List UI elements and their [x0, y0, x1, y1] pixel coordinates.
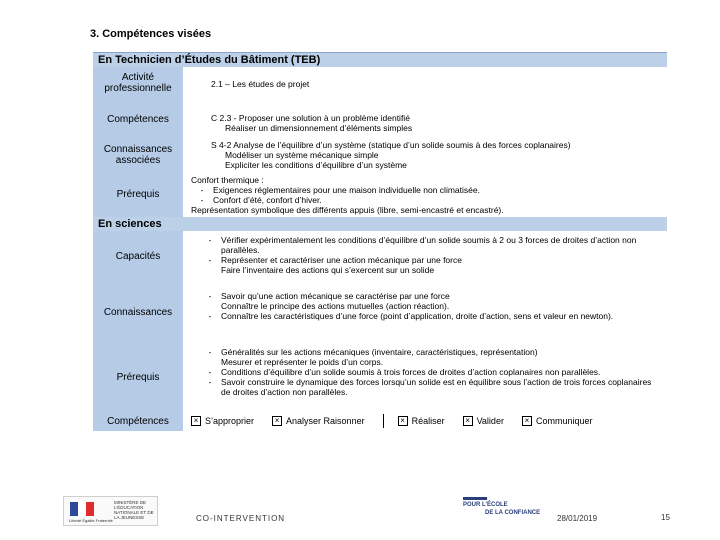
band-teb: En Technicien d’Études du Bâtiment (TEB) [93, 52, 667, 67]
prerequis-line2: Représentation symbolique des différents appuis (libre, semi-encastré et encastré). [191, 205, 504, 215]
marianne-flag-icon [70, 502, 94, 516]
label-connaissances-teb: Connaissances associées [93, 139, 185, 171]
label-activite: Activité professionnelle [93, 67, 185, 99]
checkbox-icon: × [398, 416, 408, 426]
text-activite: 2.1 – Les études de projet [211, 79, 310, 89]
competences-sub: Réaliser un dimensionnement d’éléments simples [225, 123, 413, 133]
con-item2: - Connaître les caractéristiques d’une force (point d’application, droite d’action, sens et valeur en newton). [208, 311, 614, 321]
footer-title: CO-INTERVENTION [196, 514, 286, 523]
row-prerequis-sci [93, 343, 667, 411]
cap-item2b: Faire l’inventaire des actions qui s’exercent sur un solide [221, 265, 435, 275]
prerequis-item1: - Exigences réglementaires pour une maison individuelle non climatisée. [200, 185, 480, 195]
con-item1b: Connaître le principe des actions mutuelles (action réaction). [221, 301, 450, 311]
logo-bar [463, 497, 487, 500]
row-competences-teb [93, 99, 667, 139]
connaissances-sub2: Expliciter les conditions d’équilibre d’un système [225, 160, 407, 170]
competences-checklist [185, 411, 667, 431]
page-number: 15 [661, 513, 670, 522]
check-realiser[interactable]: × Réaliser [398, 416, 445, 426]
connaissances-sub1: Modéliser un système mécanique simple [225, 150, 379, 160]
connaissances-main: S 4-2 Analyse de l’équilibre d’un système (statique d’un solide soumis à des forces coplanaires) [211, 140, 571, 150]
check-sapproprier[interactable]: × S’approprier [191, 416, 254, 426]
row-competences-sci [93, 411, 667, 431]
row-capacites [93, 231, 667, 281]
check-communiquer[interactable]: × Communiquer [522, 416, 593, 426]
row-prerequis-teb [93, 171, 667, 217]
row-connaissances-teb [93, 139, 667, 171]
text-competences-teb [185, 99, 667, 139]
label-prerequis-teb: Prérequis [93, 171, 185, 217]
text-connaissances-sci [185, 281, 667, 343]
text-connaissances-teb [185, 139, 667, 171]
band-sciences: En sciences [93, 217, 667, 231]
text-prerequis-sci [185, 343, 667, 411]
footer [0, 495, 720, 535]
row-activite [93, 67, 667, 99]
check-valider[interactable]: × Valider [463, 416, 504, 426]
ministere-text: MINISTÈRE DE L’ÉDUCATION NATIONALE ET DE LA JEUNESSE [114, 500, 154, 520]
pre-item2: - Conditions d’équilibre d’un solide soumis à trois forces de droites d’action coplanaires non parallèles. [208, 367, 601, 377]
cap-item2: - Représenter et caractériser une action mécanique par une force [208, 255, 462, 265]
check-analyser[interactable]: × Analyser Raisonner [272, 416, 365, 426]
ministere-logo [63, 496, 158, 526]
row-connaissances-sci [93, 281, 667, 343]
pre-item1: - Généralités sur les actions mécaniques (inventaire, caractéristiques, représentation) [208, 347, 538, 357]
checkbox-icon: × [522, 416, 532, 426]
label-capacites: Capacités [93, 231, 185, 281]
prerequis-line1: Confort thermique : [191, 175, 264, 185]
republique-text: Liberté Égalité Fraternité [69, 518, 113, 523]
checkbox-icon: × [272, 416, 282, 426]
competences-table [93, 52, 667, 431]
section-title: 3. Compétences visées [90, 28, 212, 40]
con-item1: - Savoir qu’une action mécanique se caractérise par une force [208, 291, 450, 301]
label-prerequis-sci: Prérequis [93, 343, 185, 411]
separator [383, 414, 384, 428]
ecole-confiance-logo: POUR L’ÉCOLE DE LA CONFIANCE [463, 497, 551, 517]
text-prerequis-teb [185, 171, 667, 217]
checkbox-icon: × [191, 416, 201, 426]
footer-date: 28/01/2019 [557, 514, 598, 523]
label-competences-sci: Compétences [93, 411, 185, 431]
checkbox-icon: × [463, 416, 473, 426]
label-competences-teb: Compétences [93, 99, 185, 139]
pre-item1b: Mesurer et représenter le poids d’un corps. [221, 357, 384, 367]
cap-item1: - Vérifier expérimentalement les conditions d’équilibre d’un solide soumis à 2 ou 3 forces de droites d’action non parallèles. [208, 235, 637, 255]
prerequis-item2: - Confort d’été, confort d’hiver. [200, 195, 322, 205]
pre-item3: - Savoir construire le dynamique des forces lorsqu’un solide est en équilibre sous l’action de trois forces coplanaires de droites d’action non parallèles. [208, 377, 652, 397]
label-connaissances-sci: Connaissances [93, 281, 185, 343]
competences-main: C 2.3 - Proposer une solution à un problème identifié [211, 113, 410, 123]
text-capacites [185, 231, 667, 281]
